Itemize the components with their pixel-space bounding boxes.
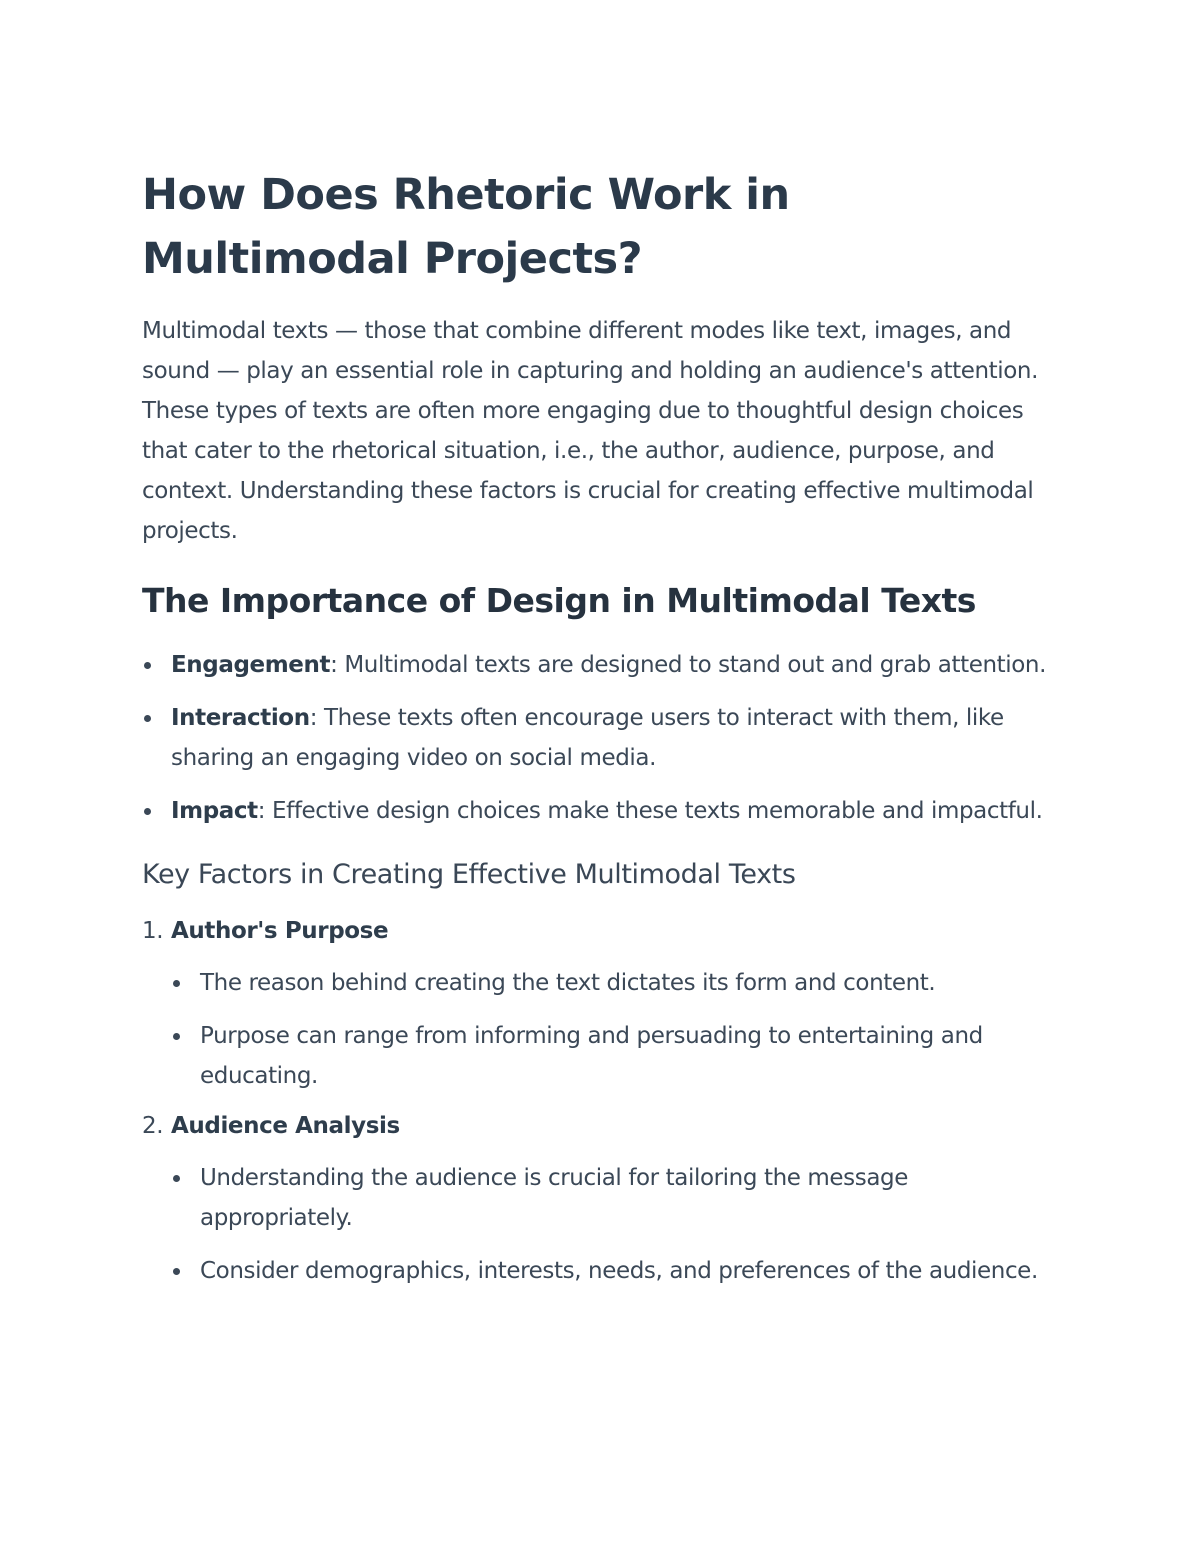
design-bullet-list xyxy=(142,645,1062,831)
list-item-impact xyxy=(142,791,1062,831)
list-item xyxy=(171,1016,1062,1096)
bullet-text: : These texts often encourage users to interact with them, like sharing an engaging video on social media. xyxy=(171,705,1004,771)
list-item xyxy=(171,1251,1062,1291)
factor-title: Audience Analysis xyxy=(171,1113,400,1139)
point-text: Purpose can range from informing and persuading to entertaining and educating. xyxy=(200,1023,983,1089)
list-item-engagement xyxy=(142,645,1062,685)
bullet-dot-icon xyxy=(144,808,151,815)
bullet-dot-icon xyxy=(173,1033,180,1040)
bullet-term: Impact xyxy=(171,798,258,824)
factors-section-heading: Key Factors in Creating Effective Multimodal Texts xyxy=(142,859,796,890)
factor-title: Author's Purpose xyxy=(171,918,389,944)
bullet-term: Interaction xyxy=(171,705,310,731)
bullet-text: : Multimodal texts are designed to stand out and grab attention. xyxy=(330,652,1047,678)
bullet-dot-icon xyxy=(144,662,151,669)
factor-audience-analysis xyxy=(142,1106,1062,1291)
factor-points xyxy=(171,1158,1062,1291)
bullet-dot-icon xyxy=(173,1268,180,1275)
list-item xyxy=(171,963,1062,1003)
design-section-heading: The Importance of Design in Multimodal Texts xyxy=(142,581,976,620)
bullet-term: Engagement xyxy=(171,652,331,678)
page-title: How Does Rhetoric Work in Multimodal Projects? xyxy=(142,170,790,284)
list-item-interaction xyxy=(142,698,1062,778)
bullet-dot-icon xyxy=(144,715,151,722)
document-page xyxy=(142,163,1062,1291)
factor-number: 2. xyxy=(142,1113,164,1139)
bullet-dot-icon xyxy=(173,980,180,987)
point-text: Understanding the audience is crucial for tailoring the message appropriately. xyxy=(200,1165,908,1231)
bullet-dot-icon xyxy=(173,1175,180,1182)
point-text: The reason behind creating the text dictates its form and content. xyxy=(200,970,936,996)
factors-list xyxy=(142,911,1062,1291)
point-text: Consider demographics, interests, needs, and preferences of the audience. xyxy=(200,1258,1038,1284)
intro-paragraph: Multimodal texts — those that combine different modes like text, images, and sound — play an essential role in capturing and holding an audience's attention. These types of texts are often more engaging due to thoughtful design choices that cater to the rhetorical situation, i.e., the author, audience, purpose, and context. Understanding these factors is crucial for creating effective multimodal projects. xyxy=(142,318,1038,544)
factor-number: 1. xyxy=(142,918,164,944)
factor-authors-purpose xyxy=(142,911,1062,1096)
bullet-text: : Effective design choices make these texts memorable and impactful. xyxy=(257,798,1043,824)
factor-points xyxy=(171,963,1062,1096)
list-item xyxy=(171,1158,1062,1238)
